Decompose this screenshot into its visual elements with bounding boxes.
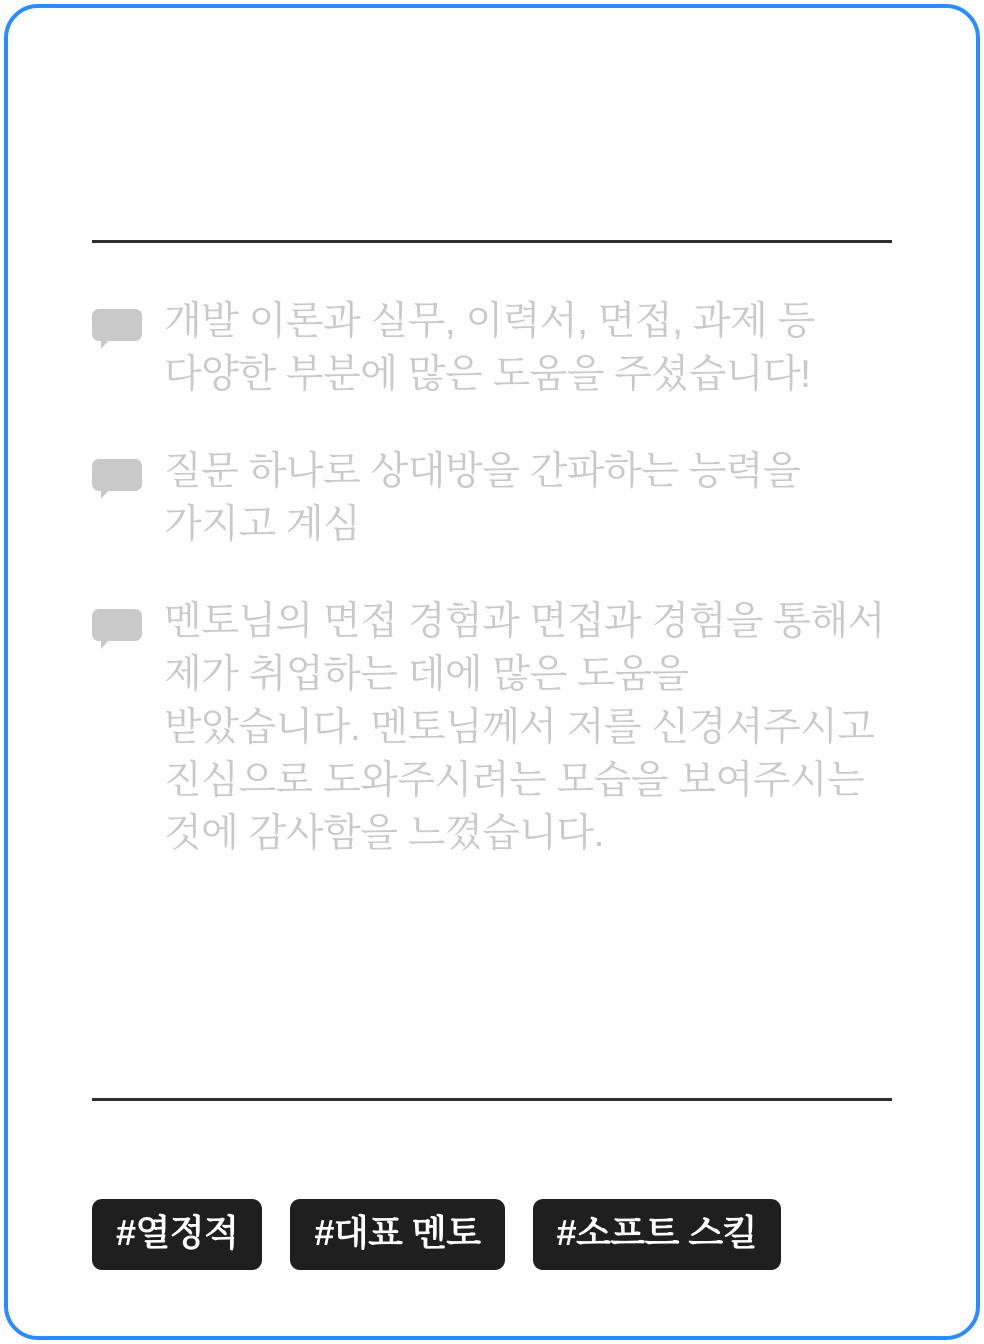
tag-list (92, 1199, 781, 1270)
list-item (92, 595, 892, 860)
list-item (92, 445, 892, 551)
review-text: 개발 이론과 실무, 이력서, 면접, 과제 등 다양한 부분에 많은 도움을 주셨습니다! (164, 300, 815, 397)
speech-bubble-icon (92, 609, 142, 647)
tag-chip-passionate[interactable]: #열정적 (92, 1199, 262, 1270)
review-text: 질문 하나로 상대방을 간파하는 능력을 가지고 계심 (164, 450, 801, 547)
review-list (92, 243, 892, 904)
card-header-space (92, 8, 892, 240)
bottom-divider (92, 1098, 892, 1101)
mentor-review-card (4, 4, 980, 1340)
tag-chip-soft-skill[interactable]: #소프트 스킬 (533, 1199, 781, 1270)
card-content (8, 8, 976, 1336)
tag-chip-representative-mentor[interactable]: #대표 멘토 (290, 1199, 504, 1270)
speech-bubble-icon (92, 459, 142, 497)
speech-bubble-icon (92, 309, 142, 347)
review-text: 멘토님의 면접 경험과 면접과 경험을 통해서 제가 취업하는 데에 많은 도움을 받았습니다. 멘토님께서 저를 신경셔주시고 진심으로 도와주시려는 모습을 보여주시는 것에 감사함을 느꼈습니다. (164, 600, 885, 856)
list-item (92, 295, 892, 401)
